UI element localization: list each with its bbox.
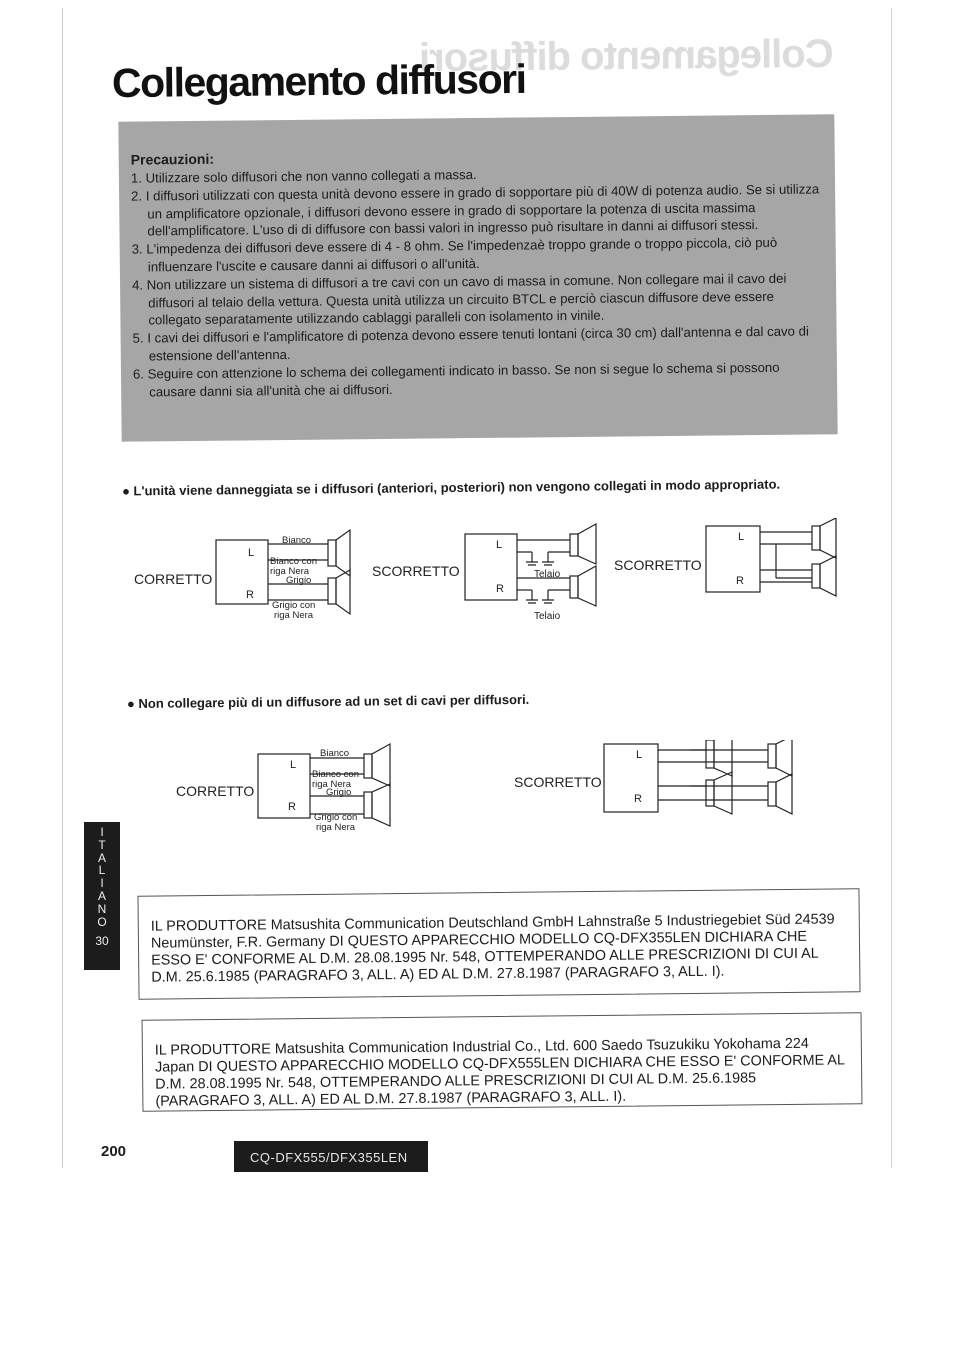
speaker-icon (812, 564, 820, 588)
speaker-cone-icon (336, 530, 350, 576)
speaker-icon (812, 526, 820, 550)
wire-white-black: Bianco con (270, 556, 318, 567)
show-through-title: Collegamento diffusori (419, 31, 834, 81)
label-right: R (736, 575, 744, 587)
language-letters (84, 826, 120, 928)
model-footer-badge: CQ-DFX555/DFX355LEN (234, 1141, 428, 1172)
label-correct-1: CORRETTO (134, 571, 213, 587)
speaker-cone-icon (714, 740, 732, 776)
tab-letter: L (98, 863, 106, 878)
wiring-diagram-single-speaker (170, 740, 820, 840)
section-number: 30 (95, 934, 109, 949)
precautions-box (118, 114, 837, 441)
wire-white: Bianco (320, 748, 350, 759)
unit-box (465, 534, 517, 600)
unit-box (706, 526, 760, 592)
wire-grey-black: Grigio con (272, 600, 316, 611)
tab-letter: T (98, 837, 106, 852)
label-correct-2: CORRETTO (176, 783, 255, 799)
warning-front-rear: L'unità viene danneggiata se i diffusori (anteriori, posteriori) non vengono collegati in modo appropriato. (133, 476, 781, 499)
speaker-cone-icon (372, 784, 390, 826)
speaker-icon (364, 754, 372, 778)
precautions-heading: Precauzioni: (130, 150, 215, 168)
chassis-label: Telaio (534, 569, 561, 580)
precaution-item: 5. I cavi dei diffusori e l'amplificatore di potenza devono essere tenuti lontani (circa 30 cm) dall'antenna e dal cavo di estensione dell'antenna. (132, 323, 809, 364)
speaker-front-icon (328, 540, 336, 566)
precaution-item: 2. I diffusori utilizzati con questa unità devono essere in grado di sopportare più di 40W di potenza audio. Se si utilizza un amplificatore opzionale, i diffusori devono essere in grado di sopportare la potenza di uscita massima dell'amplificatore. L'uso di di diffusore con bassi valori in ingresso può risultare in danni ai diffusori stessi. (131, 181, 820, 239)
label-right: R (288, 801, 296, 813)
label-wrong-3: SCORRETTO (514, 774, 602, 790)
tab-letter: N (97, 901, 107, 916)
speaker-cone-icon (372, 744, 390, 786)
label-right: R (634, 793, 642, 805)
wire-white-black: riga Nera (270, 566, 310, 577)
speaker-cone-icon (336, 570, 350, 614)
chassis-label: Telaio (534, 611, 561, 622)
declaration-box-dfx555: IL PRODUTTORE Matsushita Communication Industrial Co., Ltd. 600 Saedo Tsuzukiku Yokohama 224 Japan DI QUESTO APPARECCHIO MODELLO CQ-DFX555LEN DICHIARA CHE ESSO E' CONFORME AL D.M. 28.08.1995 Nr. 548, OTTEMPERANDO ALLE PRESCRIZIONI DI CUI AL D.M. 25.6.1985 (PARAGRAFO 3, ALL. A) ED AL D.M. 27.8.1987 (PARAGRAFO 3, ALL. I). (142, 1012, 863, 1112)
tab-letter: A (97, 850, 106, 865)
language-side-tab (84, 822, 120, 970)
label-left: L (248, 547, 255, 559)
speaker-icon (364, 792, 372, 818)
label-wrong-2: SCORRETTO (614, 557, 702, 573)
tab-letter: A (97, 888, 106, 903)
speaker-cone-icon (776, 740, 792, 776)
speaker-icon (768, 782, 776, 806)
warning-one-speaker: Non collegare più di un diffusore ad un set di cavi per diffusori. (138, 691, 530, 711)
ground-icon (526, 600, 554, 603)
tab-letter: I (100, 825, 104, 839)
speaker-icon (706, 740, 714, 768)
wire-white: Bianco (282, 535, 312, 546)
label-left: L (290, 759, 297, 771)
label-left: L (496, 539, 503, 551)
unit-box (216, 540, 268, 604)
declaration-box-dfx355: IL PRODUTTORE Matsushita Communication Deutschland GmbH Lahnstraße 5 Industriegebiet Süd 24539 Neumünster, F.R. Germany DI QUESTO APPARECCHIO MODELLO CQ-DFX355LEN DICHIARA CHE ESSO E' CONFORME AL D.M. 28.08.1995 Nr. 548, OTTEMPERANDO ALLE PRESCRIZIONI DI CUI AL D.M. 25.6.1985 (PARAGRAFO 3, ALL. A) ED AL D.M. 27.8.1987 (PARAGRAFO 3, ALL. I). (137, 888, 860, 1000)
speaker-cone-icon (578, 566, 596, 606)
ground-icon (526, 562, 554, 565)
speaker-icon (768, 744, 776, 768)
page-title: Collegamento diffusori (111, 55, 526, 107)
precaution-item: 6. Seguire con attenzione lo schema dei collegamenti indicato in basso. Se non si segue lo schema si possono causare danni sia all'unità che ai diffusori. (132, 359, 780, 400)
wire-white-black: Bianco con (312, 769, 360, 780)
wire-grey-black: riga Nera (274, 610, 314, 621)
tab-letter: I (100, 876, 104, 891)
bullet-icon: ● (121, 483, 130, 499)
speaker-cone-icon (578, 524, 596, 564)
label-left: L (738, 531, 745, 543)
precaution-item: 3. L'impedenza dei diffusori deve essere di 4 - 8 ohm. Se l'impedenzaè troppo grande o troppo piccola, ciò può influenzare l'uscite e causare danni ai diffusori o all'unità. (131, 235, 778, 275)
wire-grey: Grigio (326, 787, 352, 798)
speaker-cone-icon (820, 518, 836, 558)
speaker-rear-icon (328, 578, 336, 604)
precautions-list (129, 162, 829, 401)
label-wrong-1: SCORRETTO (372, 563, 460, 579)
page-number: 200 (101, 1143, 127, 1160)
speaker-icon (570, 534, 578, 556)
wire-grey-black: riga Nera (316, 822, 356, 833)
unit-box (258, 754, 310, 818)
label-left: L (636, 749, 643, 761)
wiring-diagram-front-rear (128, 518, 888, 636)
precaution-item: 4. Non utilizzare un sistema di diffusori a tre cavi con un cavo di massa in comune. Non collegare mai il cavo dei diffusori al telaio della vettura. Questa unità utilizza un circuito BTCL e perciò ciascun diffusore deve essere collegato separatamente utilizzando cablaggi paralleli con isolamento in vinile. (131, 270, 787, 328)
bullet-icon: ● (126, 696, 135, 712)
speaker-cone-icon (776, 774, 792, 814)
speaker-icon (706, 780, 714, 806)
unit-box (604, 744, 658, 812)
wire-grey: Grigio (286, 575, 312, 586)
speaker-icon (570, 576, 578, 598)
wire-grey-black: Grigio con (314, 812, 358, 823)
label-right: R (246, 589, 254, 601)
speaker-cone-icon (820, 556, 836, 596)
label-right: R (496, 583, 504, 595)
wire-white-black: riga Nera (312, 779, 352, 790)
speaker-cone-icon (714, 772, 732, 814)
tab-letter: O (97, 914, 107, 929)
precaution-item: 1. Utilizzare solo diffusori che non vanno collegati a massa. (130, 167, 477, 186)
